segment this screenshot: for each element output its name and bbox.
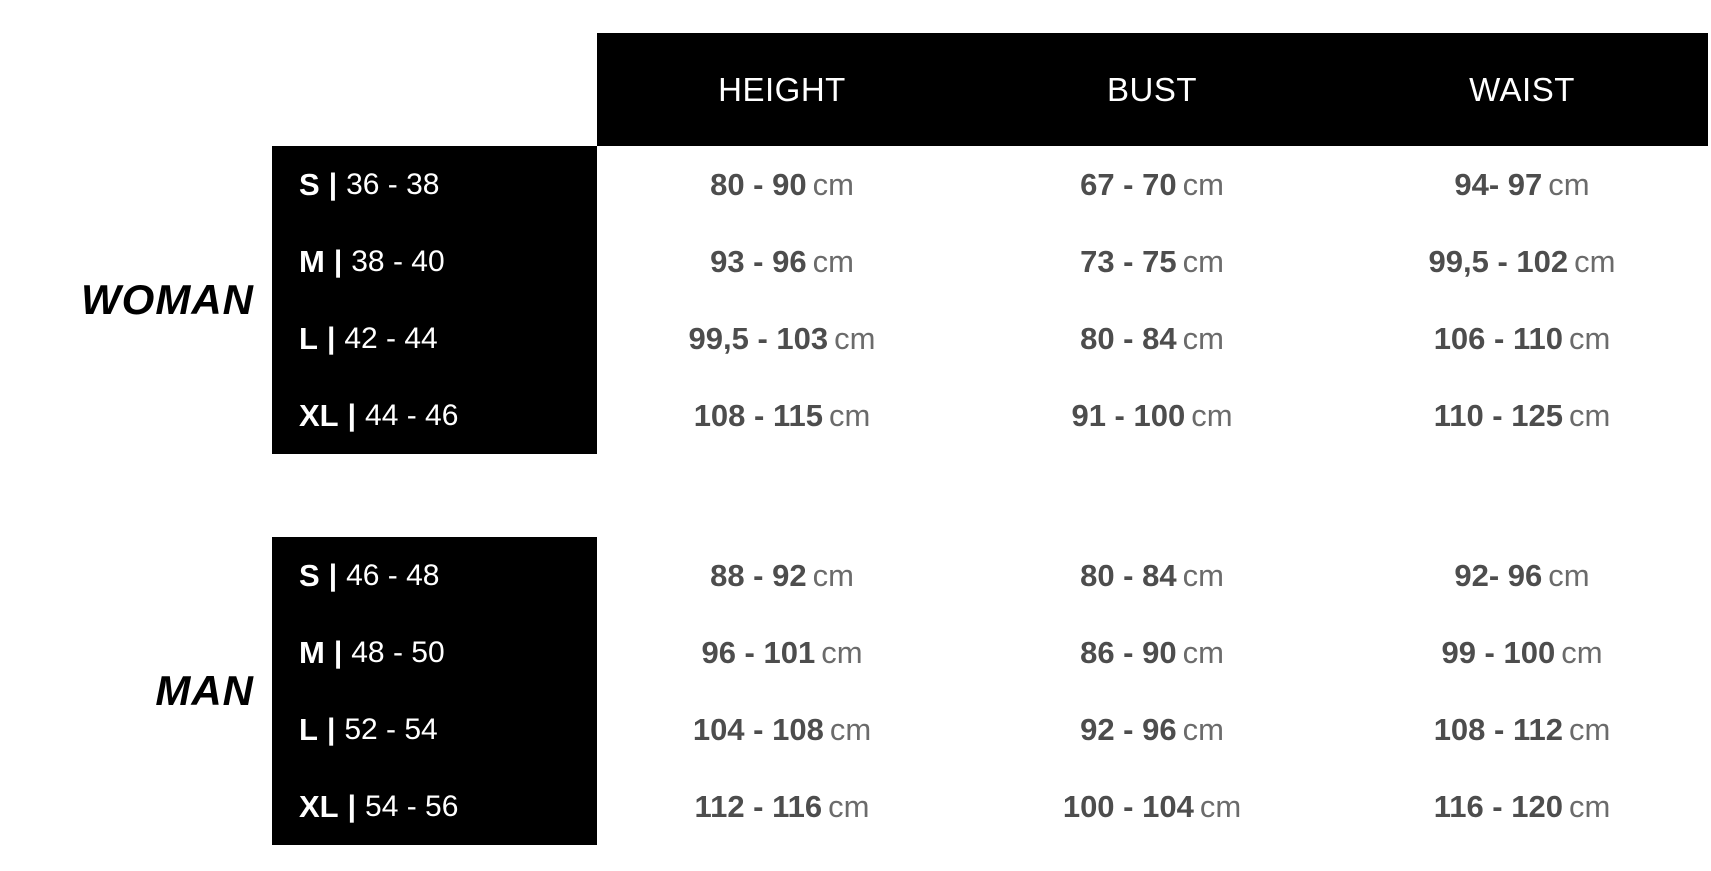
table-row [272, 377, 597, 454]
cell-waist [1337, 635, 1707, 671]
value-number: 108 - 115 [693, 397, 823, 433]
value-unit: cm [1568, 320, 1611, 356]
value-number: 67 - 70 [1080, 166, 1177, 202]
cell-waist [1337, 789, 1707, 825]
value-number: 96 - 101 [701, 634, 816, 670]
size-code: XL [299, 788, 339, 824]
size-range: 44 - 46 [365, 398, 459, 432]
size-range: 52 - 54 [344, 712, 438, 746]
cell-height [597, 789, 967, 825]
values-man [597, 537, 1708, 845]
value-unit: cm [834, 320, 876, 356]
size-separator: | [347, 789, 357, 823]
size-separator: | [328, 558, 338, 592]
table-row [597, 614, 1708, 691]
size-range: 46 - 48 [346, 558, 440, 592]
value-unit: cm [821, 634, 863, 670]
table-header-band [597, 33, 1708, 146]
value-unit: cm [1568, 397, 1611, 433]
size-separator: | [328, 167, 338, 201]
value-number: 99 - 100 [1441, 634, 1556, 670]
value-unit: cm [829, 711, 872, 747]
value-unit: cm [812, 557, 854, 593]
size-code: L [299, 320, 318, 356]
value-unit: cm [812, 243, 854, 279]
value-unit: cm [828, 788, 870, 824]
value-unit: cm [1548, 166, 1590, 202]
value-unit: cm [1568, 788, 1611, 824]
table-row [272, 146, 597, 223]
cell-bust [967, 244, 1337, 280]
table-row [597, 146, 1708, 223]
value-unit: cm [1548, 557, 1590, 593]
cell-height [597, 244, 967, 280]
cell-height [597, 635, 967, 671]
value-number: 93 - 96 [710, 243, 807, 279]
cell-bust [967, 789, 1337, 825]
value-number: 86 - 90 [1080, 634, 1177, 670]
table-row [597, 223, 1708, 300]
size-code: M [299, 634, 325, 670]
size-separator: | [347, 398, 357, 432]
table-row [272, 691, 597, 768]
cell-height [597, 712, 967, 748]
value-number: 116 - 120 [1433, 788, 1563, 824]
cell-waist [1337, 244, 1707, 280]
size-range: 48 - 50 [351, 635, 445, 669]
cell-height [597, 321, 967, 357]
cell-height [597, 558, 967, 594]
value-unit: cm [1182, 320, 1224, 356]
size-range: 54 - 56 [365, 789, 459, 823]
column-header-waist: WAIST [1469, 70, 1575, 108]
group-label-man: MAN [155, 667, 254, 714]
table-row [597, 300, 1708, 377]
cell-waist [1337, 558, 1707, 594]
size-code: L [299, 711, 318, 747]
value-number: 92- 96 [1454, 557, 1543, 593]
value-number: 99,5 - 102 [1428, 243, 1569, 279]
value-number: 80 - 84 [1080, 320, 1177, 356]
value-unit: cm [1182, 243, 1224, 279]
value-unit: cm [1191, 397, 1233, 433]
cell-bust [967, 558, 1337, 594]
value-unit: cm [1182, 166, 1224, 202]
value-unit: cm [1561, 634, 1603, 670]
size-column-woman [272, 146, 597, 454]
cell-bust [967, 398, 1337, 434]
value-number: 104 - 108 [692, 711, 824, 747]
size-code: S [299, 557, 320, 593]
values-woman [597, 146, 1708, 454]
value-unit: cm [1568, 711, 1611, 747]
value-unit: cm [1182, 711, 1224, 747]
cell-waist [1337, 398, 1707, 434]
table-row [597, 537, 1708, 614]
value-number: 92 - 96 [1080, 711, 1177, 747]
value-unit: cm [812, 166, 854, 202]
value-number: 80 - 90 [710, 166, 807, 202]
value-number: 100 - 104 [1062, 788, 1194, 824]
size-separator: | [326, 712, 336, 746]
value-number: 108 - 112 [1433, 711, 1563, 747]
column-header-height: HEIGHT [718, 70, 846, 108]
value-unit: cm [1182, 634, 1224, 670]
size-code: S [299, 166, 320, 202]
cell-height [597, 398, 967, 434]
cell-bust [967, 712, 1337, 748]
size-code: XL [299, 397, 339, 433]
size-separator: | [333, 635, 343, 669]
size-range: 42 - 44 [344, 321, 438, 355]
value-number: 91 - 100 [1071, 397, 1186, 433]
table-row [272, 768, 597, 845]
size-range: 36 - 38 [346, 167, 440, 201]
size-range: 38 - 40 [351, 244, 445, 278]
cell-waist [1337, 712, 1707, 748]
cell-bust [967, 635, 1337, 671]
cell-bust [967, 321, 1337, 357]
cell-height [597, 167, 967, 203]
value-number: 94- 97 [1454, 166, 1543, 202]
size-separator: | [333, 244, 343, 278]
size-column-man [272, 537, 597, 845]
value-number: 73 - 75 [1080, 243, 1177, 279]
cell-bust [967, 167, 1337, 203]
group-label-woman: WOMAN [81, 276, 254, 323]
value-number: 110 - 125 [1433, 397, 1563, 433]
value-unit: cm [1182, 557, 1224, 593]
value-number: 112 - 116 [694, 788, 823, 824]
table-row [597, 768, 1708, 845]
table-row [597, 377, 1708, 454]
value-unit: cm [1199, 788, 1242, 824]
column-header-bust: BUST [1106, 70, 1197, 108]
value-unit: cm [1574, 243, 1616, 279]
value-number: 99,5 - 103 [688, 320, 829, 356]
value-number: 88 - 92 [710, 557, 807, 593]
cell-waist [1337, 321, 1707, 357]
cell-waist [1337, 167, 1707, 203]
table-row [272, 300, 597, 377]
value-number: 106 - 110 [1433, 320, 1563, 356]
size-separator: | [326, 321, 336, 355]
value-number: 80 - 84 [1080, 557, 1177, 593]
size-code: M [299, 243, 325, 279]
table-row [272, 537, 597, 614]
table-row [597, 691, 1708, 768]
table-row [272, 223, 597, 300]
table-row [272, 614, 597, 691]
value-unit: cm [828, 397, 871, 433]
